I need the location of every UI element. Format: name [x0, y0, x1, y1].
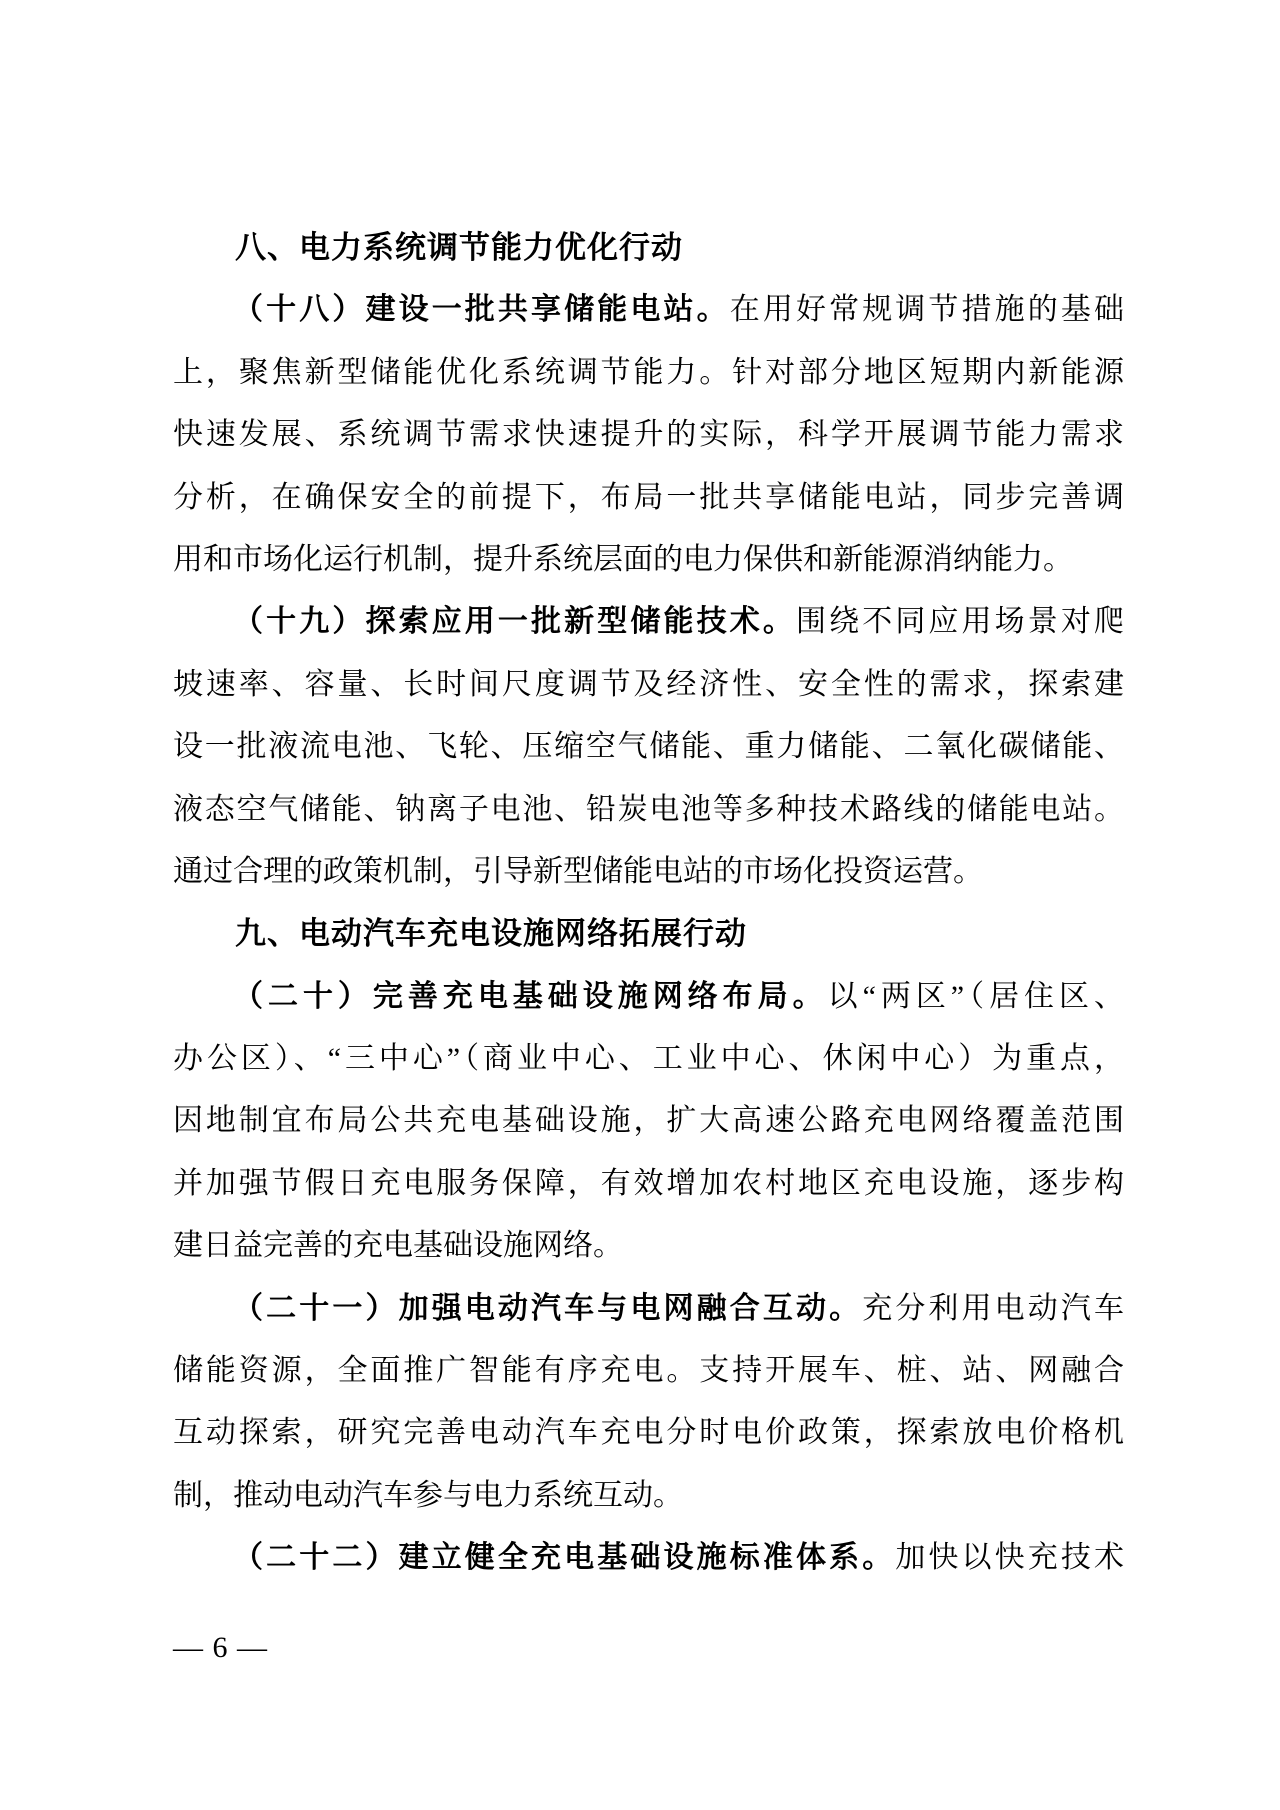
para-18-line-3: 快速发展、系统调节需求快速提升的实际，科学开展调节能力需求	[173, 418, 1124, 452]
para-19-line-5: 通过合理的政策机制，引导新型储能电站的市场化投资运营。	[173, 854, 983, 888]
para-21-line-3: 互动探索，研究完善电动汽车充电分时电价政策，探索放电价格机	[173, 1416, 1124, 1450]
para-20-line-3: 因地制宜布局公共充电基础设施，扩大高速公路充电网络覆盖范围	[173, 1104, 1124, 1138]
para-18-lead: （十八）建设一批共享储能电站。	[233, 293, 730, 327]
para-20-line-2: 办公区）、“三中心”（商业中心、工业中心、休闲中心）为重点，	[173, 1042, 1124, 1076]
document-body	[173, 217, 1124, 1590]
para-21-line-1	[173, 1278, 1124, 1340]
para-22-lead: （二十二）建立健全充电基础设施标准体系。	[233, 1541, 896, 1575]
para-18-line-1-text: 在用好常规调节措施的基础	[729, 293, 1125, 327]
section-heading-8: 八、电力系统调节能力优化行动	[235, 230, 683, 265]
para-20-line-5: 建日益完善的充电基础设施网络。	[173, 1229, 623, 1263]
para-18-line-1	[173, 279, 1124, 341]
para-21-line-2: 储能资源，全面推广智能有序充电。支持开展车、桩、站、网融合	[173, 1354, 1124, 1388]
para-19-line-1	[173, 591, 1124, 653]
para-20-line-1-text: 以“两区”（居住区、	[827, 979, 1125, 1013]
para-19-line-2: 坡速率、容量、长时间尺度调节及经济性、安全性的需求，探索建	[173, 667, 1124, 701]
para-19-line-4: 液态空气储能、钠离子电池、铅炭电池等多种技术路线的储能电站。	[173, 792, 1124, 826]
para-18-line-5: 用和市场化运行机制，提升系统层面的电力保供和新能源消纳能力。	[173, 542, 1073, 576]
para-18-line-2: 上，聚焦新型储能优化系统调节能力。针对部分地区短期内新能源	[173, 355, 1124, 389]
para-21-lead: （二十一）加强电动汽车与电网融合互动。	[233, 1291, 863, 1325]
para-19-line-1-text: 围绕不同应用场景对爬	[795, 605, 1125, 639]
para-22-line-1	[173, 1527, 1124, 1589]
para-18-line-4: 分析，在确保安全的前提下，布局一批共享储能电站，同步完善调	[173, 480, 1124, 514]
para-20-lead: （二十）完善充电基础设施网络布局。	[233, 979, 828, 1013]
para-20-line-4: 并加强节假日充电服务保障，有效增加农村地区充电设施，逐步构	[173, 1166, 1124, 1200]
para-22-line-1-text: 加快以快充技术	[895, 1541, 1125, 1575]
para-21-line-1-text: 充分利用电动汽车	[862, 1291, 1125, 1325]
para-20-line-1	[173, 966, 1124, 1028]
para-21-line-4: 制，推动电动汽车参与电力系统互动。	[173, 1478, 683, 1512]
para-19-line-3: 设一批液流电池、飞轮、压缩空气储能、重力储能、二氧化碳储能、	[173, 730, 1124, 764]
para-19-lead: （十九）探索应用一批新型储能技术。	[233, 605, 796, 639]
section-heading-9: 九、电动汽车充电设施网络拓展行动	[235, 916, 747, 952]
page-number: — 6 —	[173, 1631, 268, 1664]
